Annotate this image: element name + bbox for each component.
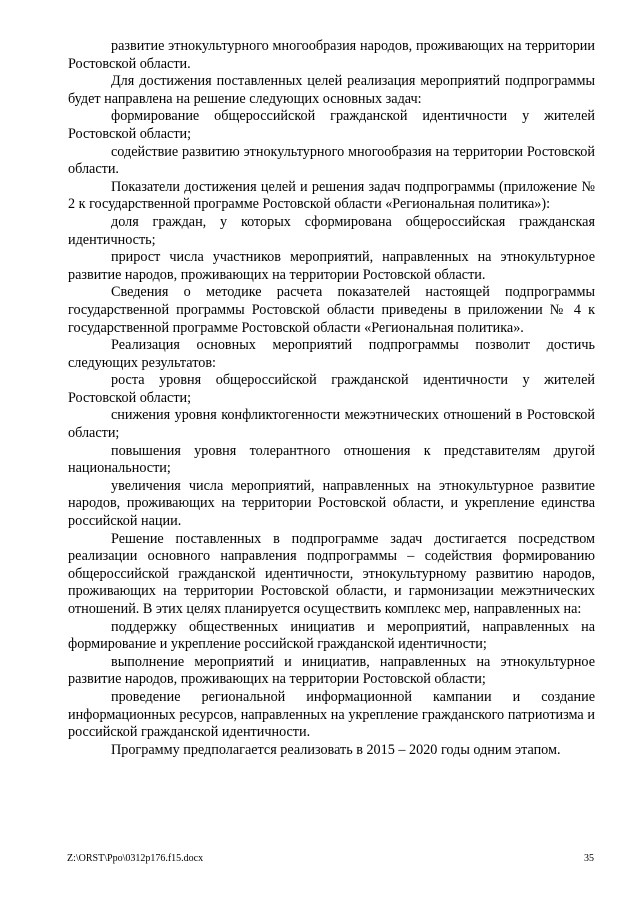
paragraph: содействие развитию этнокультурного многообразия на территории Ростовской области.	[68, 143, 595, 178]
paragraph: Для достижения поставленных целей реализация мероприятий подпрограммы будет направлена на решение следующих основных задач:	[68, 73, 595, 107]
paragraph: Сведения о методике расчета показателей настоящей подпрограммы государственной программы Ростовской области приведены в приложении № 4 к государственной программе Ростовской области «Региональная политика».	[68, 284, 595, 336]
footer-file-path: Z:\ORST\Ppo\0312p176.f15.docx	[67, 853, 204, 864]
paragraph: формирование общероссийской гражданской идентичности у жителей Ростовской области;	[68, 108, 595, 142]
document-body	[68, 38, 595, 759]
paragraph: Программу предполагается реализовать в 2015 – 2020 годы одним этапом.	[111, 741, 561, 758]
paragraph: снижения уровня конфликтогенности межэтнических отношений в Ростовской области;	[68, 407, 595, 442]
paragraph: Реализация основных мероприятий подпрограммы позволит достичь следующих результатов:	[68, 337, 595, 371]
paragraph: прирост числа участников мероприятий, направленных на этнокультурное развитие народов, проживающих на территории Ростовской области.	[68, 249, 595, 283]
paragraph: развитие этнокультурного многообразия народов, проживающих на территории Ростовской области.	[68, 38, 595, 72]
paragraph: поддержку общественных инициатив и мероприятий, направленных на формирование и укрепление российской гражданской идентичности;	[68, 618, 595, 653]
paragraph: выполнение мероприятий и инициатив, направленных на этнокультурное развитие народов, проживающих на территории Ростовской области;	[68, 653, 595, 688]
paragraph: роста уровня общероссийской гражданской идентичности у жителей Ростовской области;	[68, 372, 595, 406]
page-number: 35	[584, 853, 594, 864]
paragraph: Решение поставленных в подпрограмме задач достигается посредством реализации основного направления подпрограммы – содействия формированию общероссийской гражданской идентичности, этнокультурному развитию народов, проживающих на территории Ростовской области, и гармонизации межэтнических отношений. В этих целях планируется осуществить комплекс мер, направленных на:	[68, 530, 595, 617]
paragraph: увеличения числа мероприятий, направленных на этнокультурное развитие народов, проживающих на территории Ростовской области, и укрепление единства российской нации.	[68, 477, 595, 530]
paragraph: доля граждан, у которых сформирована общероссийская гражданская идентичность;	[68, 213, 595, 248]
paragraph: повышения уровня толерантного отношения к представителям другой национальности;	[68, 442, 595, 477]
paragraph: проведение региональной информационной кампании и создание информационных ресурсов, направленных на укрепление гражданского патриотизма и российской гражданской идентичности.	[68, 688, 595, 741]
paragraph: Показатели достижения целей и решения задач подпрограммы (приложение № 2 к государственной программе Ростовской области «Региональная политика»):	[68, 178, 595, 213]
